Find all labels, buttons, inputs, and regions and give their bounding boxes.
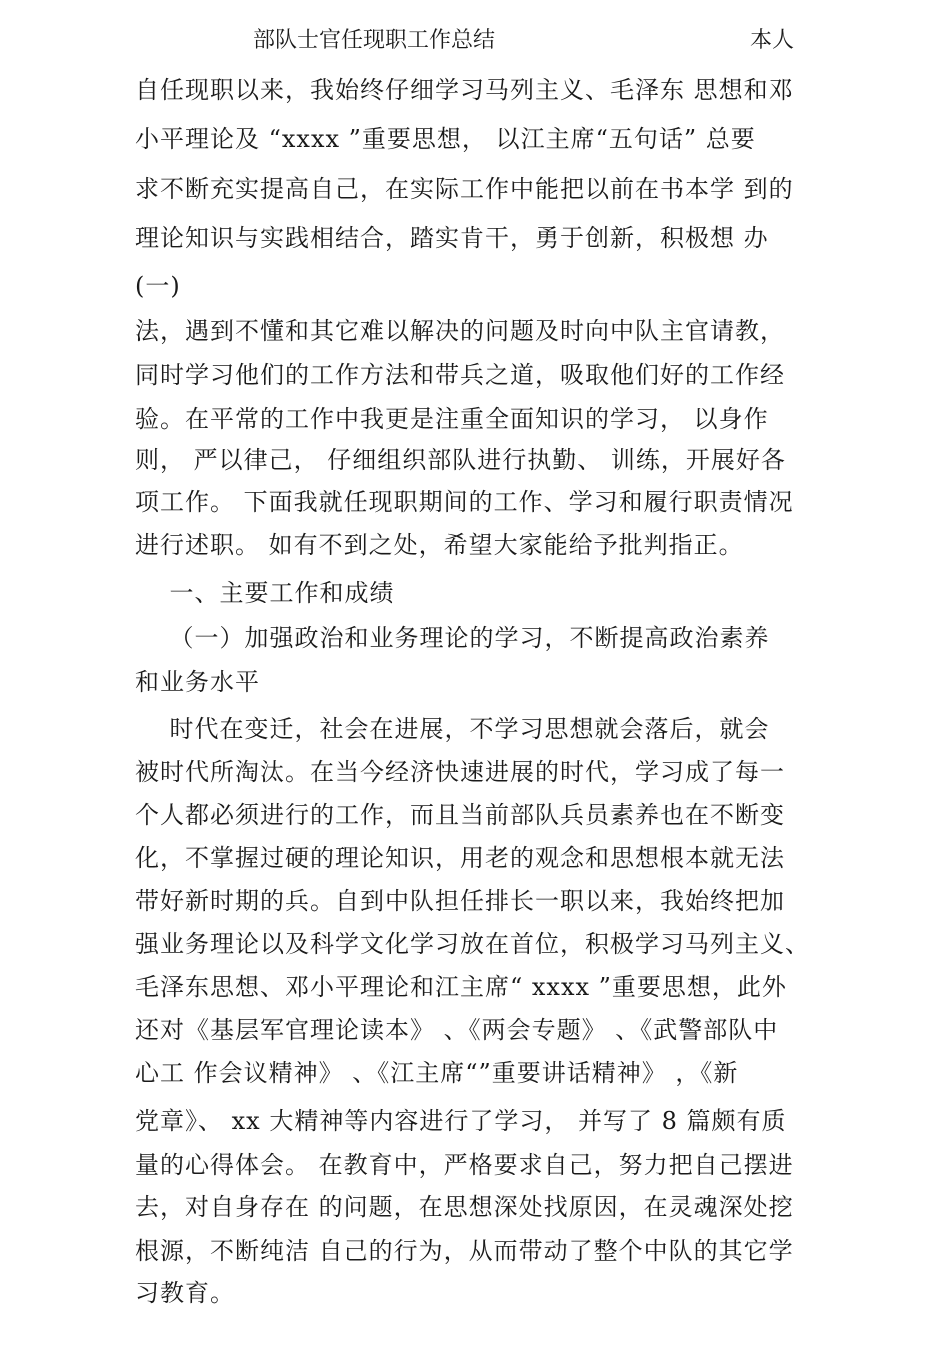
section-heading: 一、主要工作和成绩 xyxy=(135,579,395,607)
text-line: 心工 作会议精神》 、《江主席“”重要讲话精神》 ，《新 xyxy=(135,1059,739,1087)
author-label: 本人 xyxy=(750,28,795,53)
text-line: 个人都必须进行的工作，而且当前部队兵员素养也在不断变 xyxy=(135,801,785,829)
section-marker: (一) xyxy=(135,272,181,300)
paragraph-start: 时代在变迁，社会在进展，不学习思想就会落后，就会 xyxy=(135,715,770,743)
text-line: 毛泽东思想、邓小平理论和江主席“ xxxx ”重要思想，此外 xyxy=(135,973,787,1001)
text-line: 根源，不断纯洁 自己的行为，从而带动了整个中队的其它学 xyxy=(135,1237,794,1265)
text-line: 量的心得体会。 在教育中，严格要求自己，努力把自己摆进 xyxy=(135,1151,794,1179)
text-line: 项工作。 下面我就任现职期间的工作、学习和履行职责情况 xyxy=(135,488,794,516)
text-line: 进行述职。 如有不到之处，希望大家能给予批判指正。 xyxy=(135,531,744,559)
text-line: 党章》、 xx 大精神等内容进行了学习， 并写了 8 篇颇有质 xyxy=(135,1107,787,1135)
text-line: 验。在平常的工作中我更是注重全面知识的学习， 以身作 xyxy=(135,405,769,433)
text-line: 小平理论及 “xxxx ”重要思想， 以江主席“五句话” 总要 xyxy=(135,125,756,153)
text-line: 习教育。 xyxy=(135,1279,235,1307)
text-line: 带好新时期的兵。自到中队担任排长一职以来，我始终把加 xyxy=(135,887,785,915)
text-line: 去，对自身存在 的问题，在思想深处找原因，在灵魂深处挖 xyxy=(135,1193,794,1221)
text-line: 自任现职以来，我始终仔细学习马列主义、毛泽东 思想和邓 xyxy=(135,76,794,104)
document-title: 部队士官任现职工作总结 xyxy=(253,28,496,53)
text-line: 强业务理论以及科学文化学习放在首位，积极学习马列主义、 xyxy=(135,930,810,958)
text-line: 求不断充实提高自己，在实际工作中能把以前在书本学 到的 xyxy=(135,175,794,203)
text-line: 则， 严以律己， 仔细组织部队进行执勤、 训练，开展好各 xyxy=(135,446,786,474)
text-line: 理论知识与实践相结合，踏实肯干，勇于创新，积极想 办 xyxy=(135,224,769,252)
text-line: 化，不掌握过硬的理论知识，用老的观念和思想根本就无法 xyxy=(135,844,785,872)
text-line: 还对《基层军官理论读本》 、《两会专题》 、《武警部队中 xyxy=(135,1016,779,1044)
subsection-heading: （一）加强政治和业务理论的学习，不断提高政治素养 xyxy=(135,624,770,652)
text-line: 和业务水平 xyxy=(135,668,260,696)
text-line: 法，遇到不懂和其它难以解决的问题及时向中队主官请教， xyxy=(135,317,785,345)
text-line: 被时代所淘汰。在当今经济快速进展的时代，学习成了每一 xyxy=(135,758,785,786)
text-line: 同时学习他们的工作方法和带兵之道，吸取他们好的工作经 xyxy=(135,361,785,389)
